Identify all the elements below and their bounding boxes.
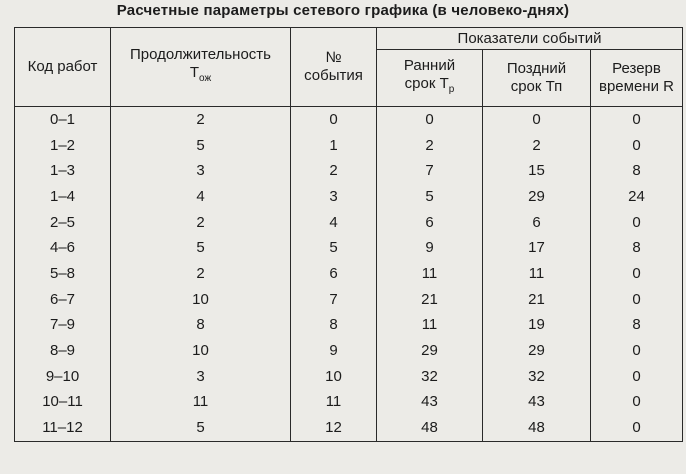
cell-reserve: 8: [591, 158, 683, 184]
table-row: [15, 184, 683, 210]
table-row: [15, 313, 683, 339]
cell-duration: 5: [111, 133, 291, 159]
header-event-indicators: Показатели событий: [377, 28, 683, 50]
cell-early: 0: [377, 107, 483, 133]
table-row: [15, 210, 683, 236]
table-row: [15, 390, 683, 416]
table-row: [15, 235, 683, 261]
header-late-term: Поздний срок Тп: [483, 50, 591, 107]
network-schedule-table: [14, 27, 683, 442]
cell-event: 12: [291, 415, 377, 441]
cell-early: 21: [377, 287, 483, 313]
cell-code: 8–9: [15, 338, 111, 364]
cell-duration: 4: [111, 184, 291, 210]
cell-late: 29: [483, 184, 591, 210]
table-row: [15, 415, 683, 441]
page-title: Расчетные параметры сетевого графика (в человеко-днях): [116, 2, 570, 19]
cell-code: 5–8: [15, 261, 111, 287]
header-code: Код работ: [15, 28, 111, 107]
cell-early: 7: [377, 158, 483, 184]
table-row: [15, 287, 683, 313]
cell-late: 15: [483, 158, 591, 184]
cell-late: 6: [483, 210, 591, 236]
cell-code: 1–4: [15, 184, 111, 210]
cell-early: 9: [377, 235, 483, 261]
cell-duration: 2: [111, 261, 291, 287]
cell-event: 8: [291, 313, 377, 339]
cell-reserve: 0: [591, 338, 683, 364]
cell-event: 0: [291, 107, 377, 133]
cell-duration: 10: [111, 338, 291, 364]
table-row: [15, 133, 683, 159]
cell-reserve: 0: [591, 364, 683, 390]
header-event-number: № события: [291, 28, 377, 107]
cell-reserve: 0: [591, 415, 683, 441]
cell-reserve: 0: [591, 261, 683, 287]
cell-event: 9: [291, 338, 377, 364]
cell-late: 17: [483, 235, 591, 261]
cell-late: 11: [483, 261, 591, 287]
cell-code: 7–9: [15, 313, 111, 339]
table-row: [15, 338, 683, 364]
cell-duration: 2: [111, 107, 291, 133]
cell-code: 1–3: [15, 158, 111, 184]
cell-event: 4: [291, 210, 377, 236]
cell-early: 5: [377, 184, 483, 210]
cell-late: 32: [483, 364, 591, 390]
table-row: [15, 107, 683, 133]
cell-event: 3: [291, 184, 377, 210]
cell-event: 1: [291, 133, 377, 159]
cell-early: 32: [377, 364, 483, 390]
cell-code: 6–7: [15, 287, 111, 313]
header-early-term: Ранний срок $Т_р$: [377, 50, 483, 107]
cell-event: 5: [291, 235, 377, 261]
header-reserve: Резерв времени R: [591, 50, 683, 107]
cell-reserve: 0: [591, 133, 683, 159]
cell-reserve: 0: [591, 287, 683, 313]
table-row: [15, 261, 683, 287]
table-row: [15, 158, 683, 184]
cell-reserve: 8: [591, 235, 683, 261]
cell-code: 2–5: [15, 210, 111, 236]
cell-late: 2: [483, 133, 591, 159]
cell-reserve: 0: [591, 210, 683, 236]
cell-late: 29: [483, 338, 591, 364]
cell-duration: 3: [111, 364, 291, 390]
cell-duration: 5: [111, 415, 291, 441]
cell-early: 29: [377, 338, 483, 364]
cell-duration: 3: [111, 158, 291, 184]
cell-event: 10: [291, 364, 377, 390]
cell-late: 19: [483, 313, 591, 339]
cell-event: 6: [291, 261, 377, 287]
cell-duration: 10: [111, 287, 291, 313]
cell-code: 1–2: [15, 133, 111, 159]
cell-late: 48: [483, 415, 591, 441]
cell-code: 0–1: [15, 107, 111, 133]
cell-code: 11–12: [15, 415, 111, 441]
cell-code: 9–10: [15, 364, 111, 390]
cell-reserve: 0: [591, 107, 683, 133]
cell-late: 0: [483, 107, 591, 133]
cell-reserve: 24: [591, 184, 683, 210]
cell-event: 7: [291, 287, 377, 313]
cell-early: 2: [377, 133, 483, 159]
cell-late: 21: [483, 287, 591, 313]
cell-reserve: 0: [591, 390, 683, 416]
cell-duration: 2: [111, 210, 291, 236]
cell-duration: 5: [111, 235, 291, 261]
cell-early: 48: [377, 415, 483, 441]
cell-early: 11: [377, 313, 483, 339]
table-row: [15, 364, 683, 390]
cell-early: 11: [377, 261, 483, 287]
cell-code: 10–11: [15, 390, 111, 416]
cell-event: 2: [291, 158, 377, 184]
header-duration: Продолжительность $Т_{ож}$: [111, 28, 291, 107]
cell-reserve: 8: [591, 313, 683, 339]
cell-event: 11: [291, 390, 377, 416]
cell-duration: 8: [111, 313, 291, 339]
cell-late: 43: [483, 390, 591, 416]
cell-early: 6: [377, 210, 483, 236]
cell-code: 4–6: [15, 235, 111, 261]
cell-early: 43: [377, 390, 483, 416]
cell-duration: 11: [111, 390, 291, 416]
